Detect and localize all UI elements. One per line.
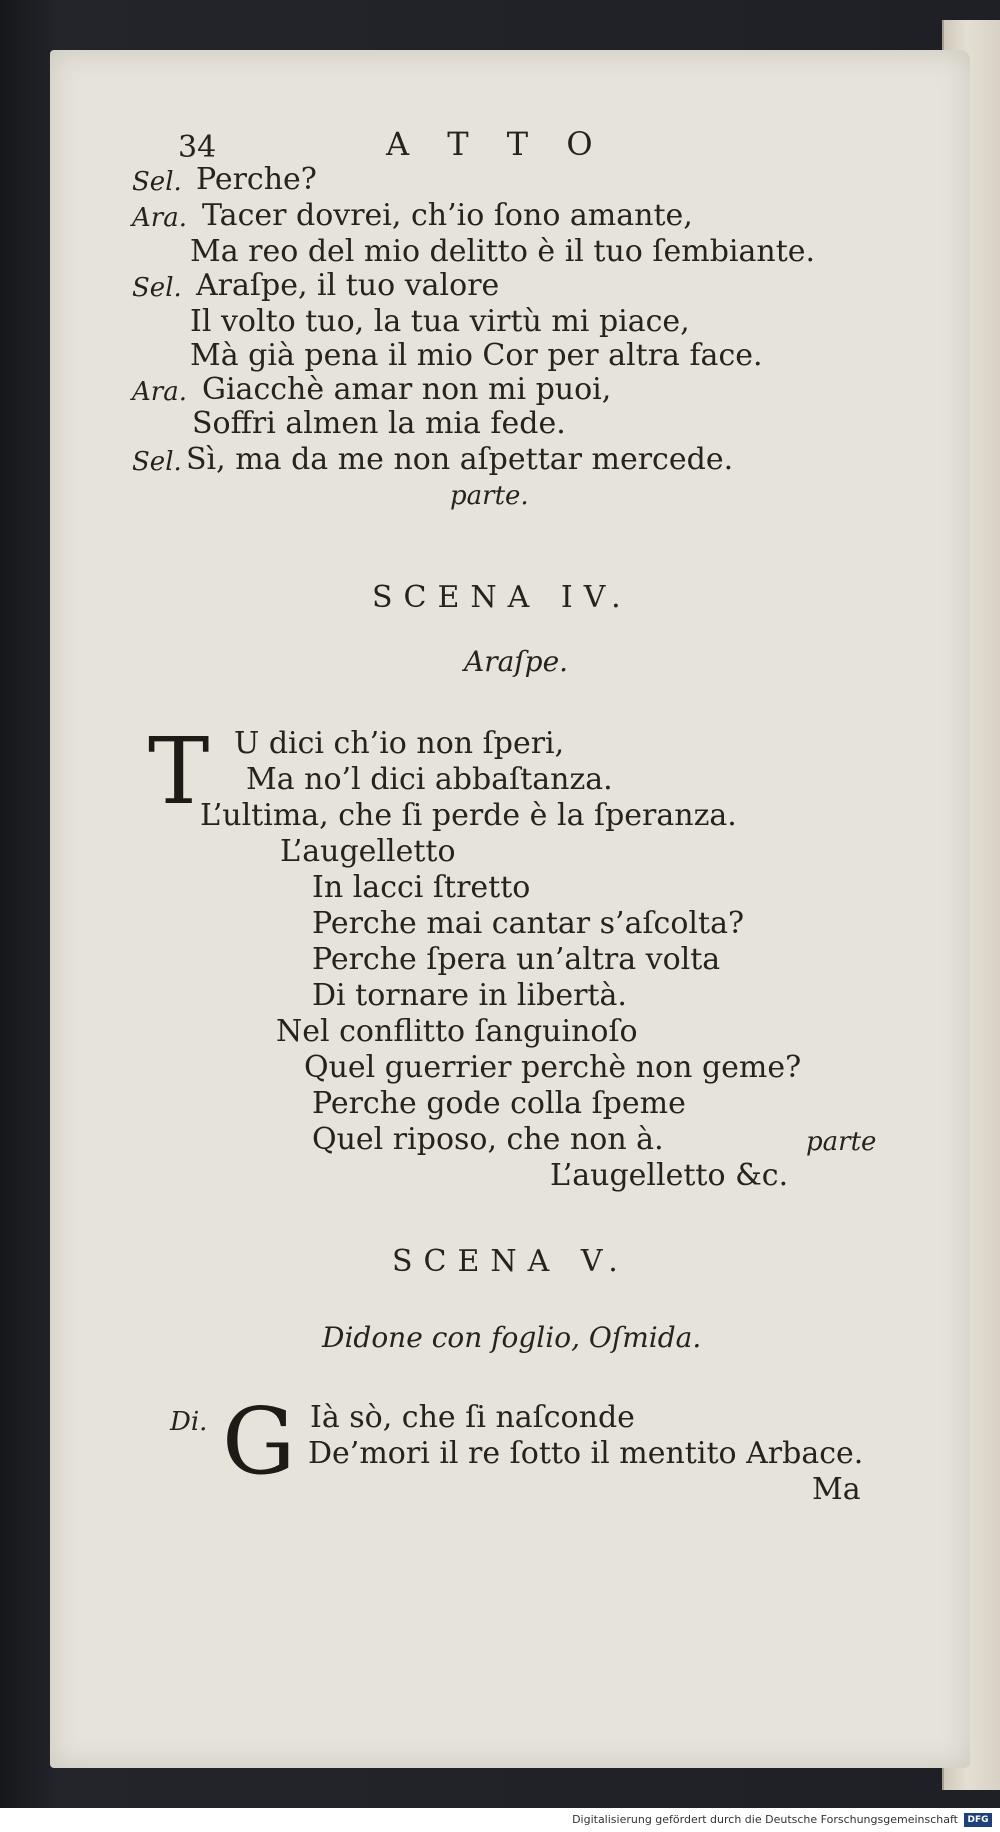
verse-line: Soffri almen la mia fede. [192, 406, 566, 441]
verse-line: Di tornare in libertà. [312, 978, 627, 1013]
drop-cap: G [222, 1388, 296, 1495]
verse-line: Sì, ma da me non aſpettar mercede. [186, 442, 734, 477]
speaker-label: Sel. [132, 273, 182, 303]
page-number: 34 [178, 130, 217, 165]
verse-line: De’mori il re ſotto il mentito Arbace. [308, 1436, 864, 1471]
verse-line: In lacci ſtretto [312, 870, 531, 905]
verse-line: U dici ch’io non ſperi, [234, 726, 565, 761]
funding-credit: Digitalisierung gefördert durch die Deutsche Forschungsgemeinschaft [572, 1813, 958, 1826]
scene-characters: Araſpe. [464, 645, 569, 678]
verse-line: L’augelletto &c. [550, 1158, 789, 1193]
speaker-label: Ara. [132, 203, 187, 233]
verse-line: Araſpe, il tuo valore [196, 268, 500, 303]
drop-cap: T [148, 718, 210, 825]
verse-line: Perche mai cantar s’aſcolta? [312, 906, 745, 941]
verse-line: Tacer dovrei, ch’io ſono amante, [202, 198, 693, 233]
verse-line: Nel conflitto ſanguinoſo [276, 1014, 638, 1049]
speaker-label: Di. [170, 1407, 208, 1437]
stage-direction: parte. [450, 481, 529, 511]
verse-line: Perche? [196, 162, 317, 197]
verse-line: Ma reo del mio delitto è il tuo ſembiante. [190, 234, 816, 269]
verse-line: L’augelletto [280, 834, 456, 869]
verse-line: Perche ſpera un’altra volta [312, 942, 721, 977]
verse-line: Giacchè amar non mi puoi, [202, 372, 612, 407]
verse-line: L’ultima, che ſi perde è la ſperanza. [200, 798, 737, 833]
verse-line: Il volto tuo, la tua virtù mi piace, [190, 304, 690, 339]
speaker-label: Sel. [132, 167, 182, 197]
verse-line: Quel guerrier perchè non geme? [304, 1050, 802, 1085]
verse-line: Mà già pena il mio Cor per altra face. [190, 338, 763, 373]
verse-line: Ià sò, che ſi naſconde [310, 1400, 635, 1435]
scene-characters: Didone con foglio, Oſmida. [322, 1321, 702, 1354]
scene-title: SCENA IV. [372, 580, 632, 615]
speaker-label: Ara. [132, 377, 187, 407]
footer-bar [0, 1808, 1000, 1832]
verse-line: Ma no’l dici abbaſtanza. [246, 762, 613, 797]
speaker-label: Sel. [132, 447, 182, 477]
catchword: Ma [812, 1472, 861, 1507]
verse-line: Perche gode colla ſpeme [312, 1086, 686, 1121]
verse-line: Quel riposo, che non à. [312, 1122, 664, 1157]
running-title: A T T O [386, 125, 607, 163]
dfg-logo-icon: DFG [964, 1813, 992, 1827]
stage-direction: parte [806, 1127, 877, 1157]
book-page [50, 50, 970, 1768]
scene-title: SCENA V. [392, 1244, 629, 1279]
